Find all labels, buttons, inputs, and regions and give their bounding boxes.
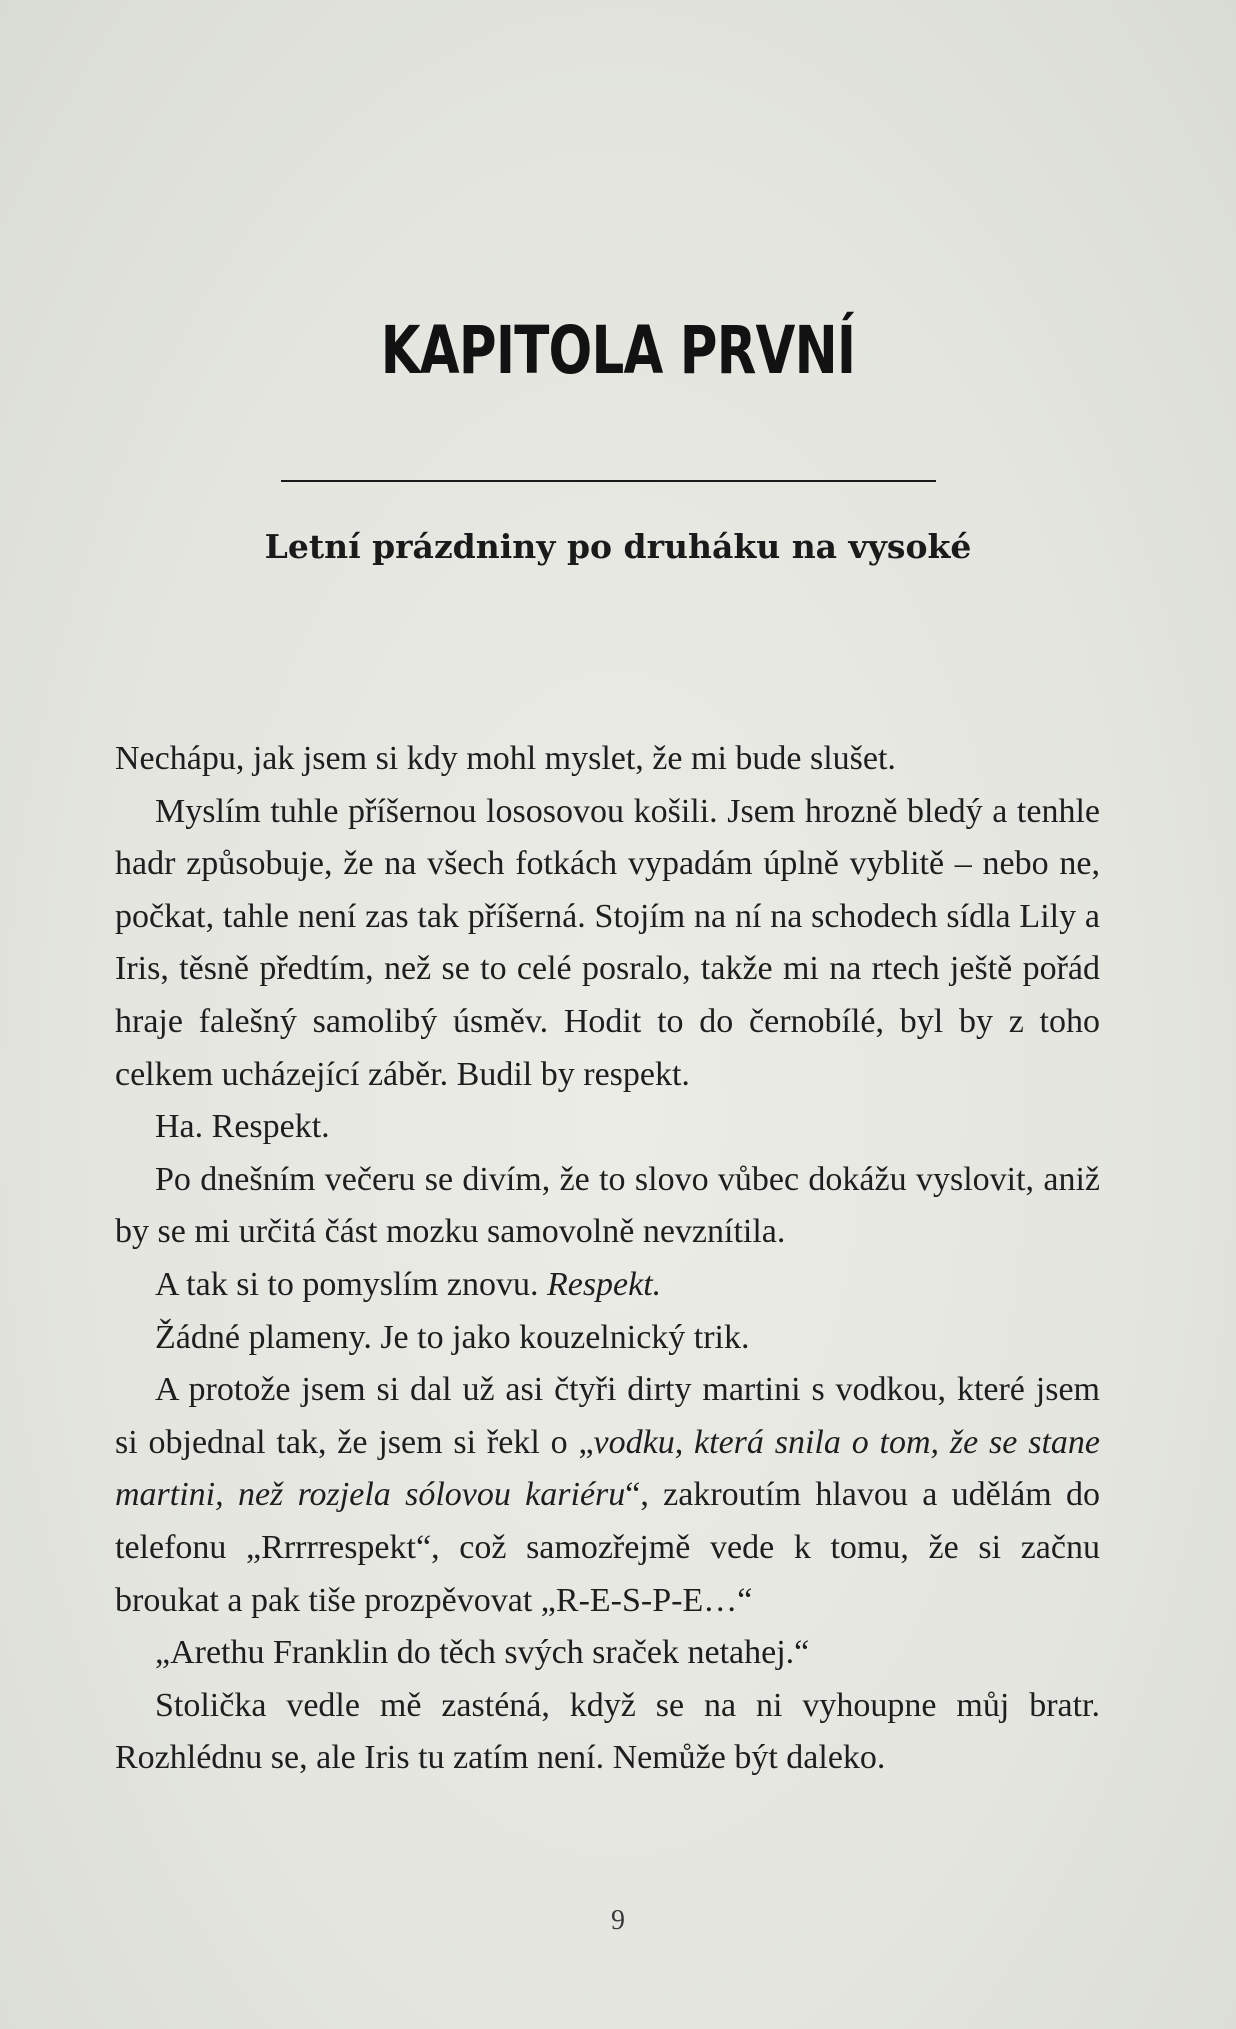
paragraph: „Arethu Franklin do těch svých sraček netahej.“	[155, 1634, 810, 1672]
chapter-subtitle: Letní prázdniny po druháku na vysoké	[264, 527, 972, 566]
paragraph: Nechápu, jak jsem si kdy mohl myslet, že mi bude slušet.	[115, 740, 896, 777]
emphasis: vodku, která snila o tom, že se stane martini, než rozjela sólovou kariéru	[115, 1423, 1100, 1514]
emphasis: Respekt.	[546, 1265, 662, 1303]
paragraph: Žádné plameny. Je to jako kouzelnický trik.	[155, 1318, 750, 1356]
paragraph: Po dnešním večeru se divím, že to slovo vůbec dokážu vyslovit, aniž by se mi určitá část mozku samovolně nevznítila.	[115, 1160, 1100, 1251]
title-divider	[281, 480, 936, 482]
chapter-title: KAPITOLA PRVNÍ	[380, 312, 856, 389]
body-text	[115, 733, 1100, 1785]
paragraph: A tak si to pomyslím znovu. Respekt.	[155, 1265, 662, 1303]
paragraph: A protože jsem si dal už asi čtyři dirty martini s vodkou, které jsem si objednal tak, že jsem si řekl o „vodku, která snila o tom, že se stane martini, než rozjela sólovou kariéru“, zakroutím hlavou a udělám do telefonu „Rrrrrespekt“, což samozřejmě vede k tomu, že si začnu broukat a pak tiše prozpěvovat „R-E-S-P-E…“	[115, 1371, 1100, 1619]
page-number: 9	[611, 1905, 625, 1936]
paragraph: Ha. Respekt.	[155, 1108, 330, 1146]
paragraph: Myslím tuhle příšernou lososovou košili. Jsem hrozně bledý a tenhle hadr způsobuje, že na všech fotkách vypadám úplně vyblitě – nebo ne, počkat, tahle není zas tak příšerná. Stojím na ní na schodech sídla Lily a Iris, těsně předtím, než se to celé posralo, takže mi na rtech ještě pořád hraje falešný samolibý úsměv. Hodit to do černobílé, byl by z toho celkem ucházející záběr. Budil by respekt.	[115, 792, 1100, 1093]
paragraph: Stolička vedle mě zasténá, když se na ni vyhoupne můj bratr. Rozhlédnu se, ale Iris tu zatím není. Nemůže být daleko.	[115, 1686, 1100, 1777]
